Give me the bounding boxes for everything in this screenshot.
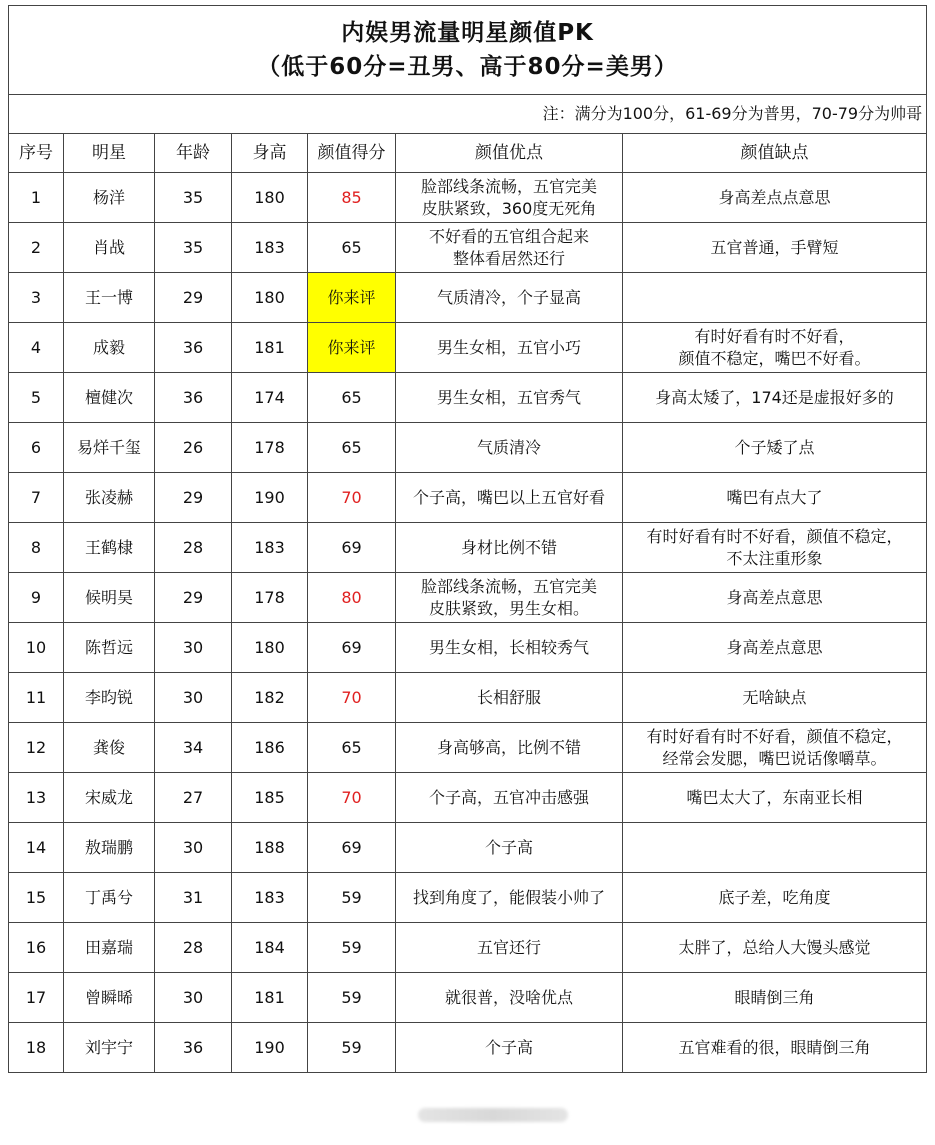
cell-no[interactable]: 6	[9, 423, 64, 473]
cell-cons[interactable]: 嘴巴太大了，东南亚长相	[623, 773, 927, 823]
cell-age[interactable]: 36	[155, 323, 232, 373]
cell-name[interactable]: 王一博	[64, 273, 155, 323]
table-row	[9, 473, 927, 523]
cell-age[interactable]: 29	[155, 573, 232, 623]
cell-cons[interactable]: 有时好看有时不好看， 颜值不稳定，嘴巴不好看。	[623, 323, 927, 373]
table-row	[9, 923, 927, 973]
cell-height[interactable]: 180	[232, 173, 308, 223]
blurred-watermark	[418, 1108, 568, 1122]
table-row	[9, 773, 927, 823]
cell-pros[interactable]: 长相舒服	[396, 673, 623, 723]
cell-name[interactable]: 张凌赫	[64, 473, 155, 523]
cell-score[interactable]: 69	[308, 623, 396, 673]
cell-name[interactable]: 陈哲远	[64, 623, 155, 673]
cell-no[interactable]: 10	[9, 623, 64, 673]
cell-name[interactable]: 敖瑞鹏	[64, 823, 155, 873]
cell-pros[interactable]: 身高够高，比例不错	[396, 723, 623, 773]
cell-score[interactable]: 70	[308, 773, 396, 823]
cell-pros[interactable]: 个子高，嘴巴以上五官好看	[396, 473, 623, 523]
cell-name[interactable]: 檀健次	[64, 373, 155, 423]
cell-no[interactable]: 2	[9, 223, 64, 273]
cell-cons[interactable]: 底子差，吃角度	[623, 873, 927, 923]
table-row	[9, 723, 927, 773]
header-age[interactable]: 年龄	[155, 134, 232, 173]
table-row	[9, 173, 927, 223]
cell-height[interactable]: 184	[232, 923, 308, 973]
cell-name[interactable]: 曾瞬晞	[64, 973, 155, 1023]
cell-cons[interactable]: 有时好看有时不好看，颜值不稳定， 经常会发腮，嘴巴说话像嚼草。	[623, 723, 927, 773]
cell-score[interactable]: 69	[308, 823, 396, 873]
cell-height[interactable]: 178	[232, 573, 308, 623]
cell-height[interactable]: 183	[232, 223, 308, 273]
cell-age[interactable]: 26	[155, 423, 232, 473]
cell-cons[interactable]: 身高差点意思	[623, 573, 927, 623]
cell-score[interactable]: 70	[308, 473, 396, 523]
table-row	[9, 573, 927, 623]
table-row	[9, 623, 927, 673]
cell-cons[interactable]: 个子矮了点	[623, 423, 927, 473]
cell-height[interactable]: 180	[232, 623, 308, 673]
cell-age[interactable]: 34	[155, 723, 232, 773]
cell-name[interactable]: 易烊千玺	[64, 423, 155, 473]
cell-pros[interactable]: 脸部线条流畅，五官完美 皮肤紧致，男生女相。	[396, 573, 623, 623]
cell-name[interactable]: 杨洋	[64, 173, 155, 223]
cell-score[interactable]: 80	[308, 573, 396, 623]
cell-pros[interactable]: 男生女相，五官小巧	[396, 323, 623, 373]
cell-pros[interactable]: 不好看的五官组合起来 整体看居然还行	[396, 223, 623, 273]
header-cons[interactable]: 颜值缺点	[623, 134, 927, 173]
cell-pros[interactable]: 个子高	[396, 823, 623, 873]
table-row	[9, 373, 927, 423]
table-row	[9, 823, 927, 873]
cell-cons[interactable]: 眼睛倒三角	[623, 973, 927, 1023]
cell-pros[interactable]: 个子高	[396, 1023, 623, 1073]
cell-score[interactable]: 65	[308, 423, 396, 473]
table-row	[9, 1023, 927, 1073]
table-row	[9, 873, 927, 923]
cell-score[interactable]: 59	[308, 873, 396, 923]
cell-name[interactable]: 肖战	[64, 223, 155, 273]
table-subtitle: （低于60分=丑男、高于80分=美男）	[257, 54, 678, 80]
cell-age[interactable]: 29	[155, 273, 232, 323]
header-no[interactable]: 序号	[9, 134, 64, 173]
cell-score[interactable]: 65	[308, 373, 396, 423]
cell-age[interactable]: 35	[155, 173, 232, 223]
cell-height[interactable]: 190	[232, 473, 308, 523]
cell-name[interactable]: 李昀锐	[64, 673, 155, 723]
cell-score[interactable]: 59	[308, 973, 396, 1023]
table-row	[9, 323, 927, 373]
cell-age[interactable]: 30	[155, 823, 232, 873]
cell-name[interactable]: 刘宇宁	[64, 1023, 155, 1073]
header-score[interactable]: 颜值得分	[308, 134, 396, 173]
cell-age[interactable]: 27	[155, 773, 232, 823]
cell-name[interactable]: 龚俊	[64, 723, 155, 773]
table-row	[9, 273, 927, 323]
cell-age[interactable]: 30	[155, 673, 232, 723]
cell-age[interactable]: 35	[155, 223, 232, 273]
cell-height[interactable]: 185	[232, 773, 308, 823]
cell-height[interactable]: 181	[232, 973, 308, 1023]
cell-age[interactable]: 29	[155, 473, 232, 523]
cell-score[interactable]: 59	[308, 923, 396, 973]
cell-cons[interactable]: 身高差点点意思	[623, 173, 927, 223]
cell-name[interactable]: 丁禹兮	[64, 873, 155, 923]
cell-pros[interactable]: 气质清冷，个子显高	[396, 273, 623, 323]
cell-age[interactable]: 30	[155, 973, 232, 1023]
cell-height[interactable]: 178	[232, 423, 308, 473]
cell-score[interactable]: 70	[308, 673, 396, 723]
cell-cons[interactable]: 五官普通，手臂短	[623, 223, 927, 273]
cell-pros[interactable]: 男生女相，五官秀气	[396, 373, 623, 423]
cell-name[interactable]: 王鹤棣	[64, 523, 155, 573]
cell-cons[interactable]: 太胖了，总给人大馒头感觉	[623, 923, 927, 973]
cell-cons[interactable]: 无啥缺点	[623, 673, 927, 723]
cell-pros[interactable]: 脸部线条流畅，五官完美 皮肤紧致，360度无死角	[396, 173, 623, 223]
cell-cons[interactable]: 嘴巴有点大了	[623, 473, 927, 523]
cell-score[interactable]: 69	[308, 523, 396, 573]
cell-age[interactable]: 30	[155, 623, 232, 673]
cell-pros[interactable]: 就很普，没啥优点	[396, 973, 623, 1023]
cell-no[interactable]: 1	[9, 173, 64, 223]
cell-height[interactable]: 174	[232, 373, 308, 423]
cell-score[interactable]: 你来评	[308, 323, 396, 373]
cell-height[interactable]: 190	[232, 1023, 308, 1073]
cell-name[interactable]: 田嘉瑞	[64, 923, 155, 973]
table-row	[9, 673, 927, 723]
header-row	[9, 134, 927, 173]
cell-no[interactable]: 16	[9, 923, 64, 973]
cell-no[interactable]: 5	[9, 373, 64, 423]
cell-height[interactable]: 183	[232, 873, 308, 923]
cell-age[interactable]: 28	[155, 923, 232, 973]
header-height[interactable]: 身高	[232, 134, 308, 173]
cell-no[interactable]: 8	[9, 523, 64, 573]
cell-pros[interactable]: 身材比例不错	[396, 523, 623, 573]
cell-cons[interactable]: 五官难看的很，眼睛倒三角	[623, 1023, 927, 1073]
cell-pros[interactable]: 五官还行	[396, 923, 623, 973]
cell-name[interactable]: 候明昊	[64, 573, 155, 623]
table-row	[9, 523, 927, 573]
cell-age[interactable]: 36	[155, 1023, 232, 1073]
header-pros[interactable]: 颜值优点	[396, 134, 623, 173]
cell-score[interactable]: 59	[308, 1023, 396, 1073]
table-title-cell[interactable]	[9, 6, 927, 95]
cell-no[interactable]: 13	[9, 773, 64, 823]
cell-no[interactable]: 3	[9, 273, 64, 323]
cell-score[interactable]: 你来评	[308, 273, 396, 323]
cell-height[interactable]: 181	[232, 323, 308, 373]
table-row	[9, 973, 927, 1023]
cell-name[interactable]: 宋威龙	[64, 773, 155, 823]
cell-cons[interactable]	[623, 823, 927, 873]
cell-no[interactable]: 4	[9, 323, 64, 373]
cell-score[interactable]: 85	[308, 173, 396, 223]
cell-no[interactable]: 14	[9, 823, 64, 873]
cell-age[interactable]: 36	[155, 373, 232, 423]
cell-height[interactable]: 188	[232, 823, 308, 873]
rating-table	[8, 5, 927, 1073]
table-row	[9, 223, 927, 273]
cell-no[interactable]: 15	[9, 873, 64, 923]
cell-cons[interactable]: 有时好看有时不好看，颜值不稳定， 不太注重形象	[623, 523, 927, 573]
cell-score[interactable]: 65	[308, 223, 396, 273]
scoring-note[interactable]: 注：满分为100分，61-69分为普男，70-79分为帅哥	[9, 95, 927, 134]
cell-height[interactable]: 182	[232, 673, 308, 723]
cell-no[interactable]: 7	[9, 473, 64, 523]
cell-no[interactable]: 11	[9, 673, 64, 723]
cell-age[interactable]: 31	[155, 873, 232, 923]
header-name[interactable]: 明星	[64, 134, 155, 173]
cell-name[interactable]: 成毅	[64, 323, 155, 373]
cell-height[interactable]: 183	[232, 523, 308, 573]
table-title: 内娱男流量明星颜值PK	[341, 20, 594, 46]
cell-height[interactable]: 186	[232, 723, 308, 773]
cell-pros[interactable]: 找到角度了，能假装小帅了	[396, 873, 623, 923]
cell-no[interactable]: 9	[9, 573, 64, 623]
cell-cons[interactable]	[623, 273, 927, 323]
cell-no[interactable]: 12	[9, 723, 64, 773]
cell-height[interactable]: 180	[232, 273, 308, 323]
cell-pros[interactable]: 气质清冷	[396, 423, 623, 473]
cell-pros[interactable]: 男生女相，长相较秀气	[396, 623, 623, 673]
cell-cons[interactable]: 身高太矮了，174还是虚报好多的	[623, 373, 927, 423]
cell-score[interactable]: 65	[308, 723, 396, 773]
cell-pros[interactable]: 个子高，五官冲击感强	[396, 773, 623, 823]
cell-age[interactable]: 28	[155, 523, 232, 573]
cell-no[interactable]: 17	[9, 973, 64, 1023]
cell-cons[interactable]: 身高差点意思	[623, 623, 927, 673]
table-row	[9, 423, 927, 473]
cell-no[interactable]: 18	[9, 1023, 64, 1073]
